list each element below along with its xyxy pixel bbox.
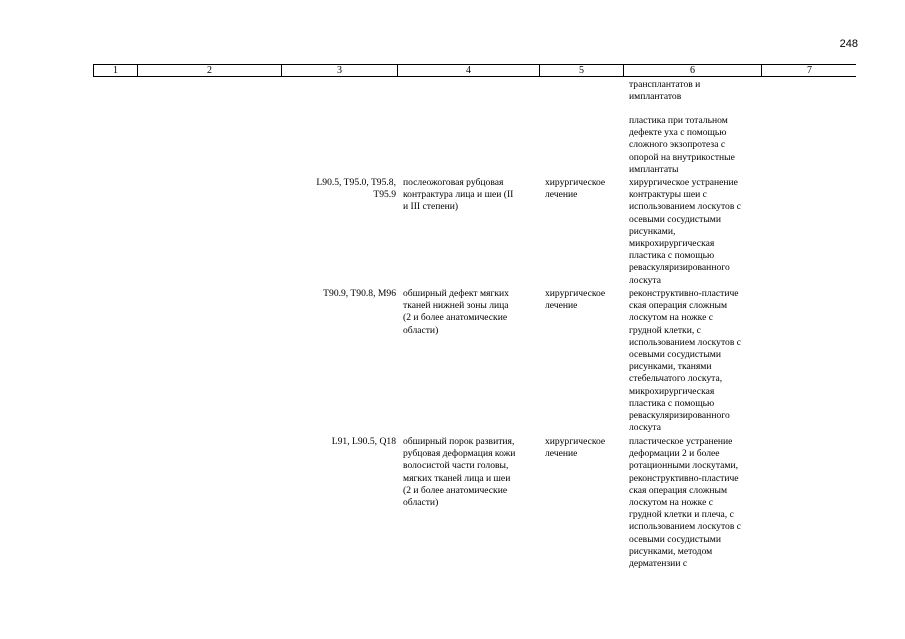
- row-3-codes: L91, L90.5, Q18: [331, 436, 396, 447]
- row-1-method: хирургическое устранение контрактуры шеи с использованием лоскутов с осевыми сосудистыми рисунками, микрохирургическая пластика с помощью реваскуляризированного лоскута: [629, 177, 742, 286]
- row-2-treatment: хирургическое лечение: [545, 288, 606, 312]
- method-plastic-text: пластика при тотальном дефекте уха с помощью сложного экзопротеза с опорой на внутрикостные имплантаты: [629, 115, 735, 175]
- header-col-2: 2: [138, 65, 282, 76]
- row-1-treatment: хирургическое лечение: [545, 177, 606, 201]
- header-col-3: 3: [282, 65, 398, 76]
- row-2-condition: обширный дефект мягких тканей нижней зоны лица (2 и более анатомические области): [403, 288, 509, 336]
- header-col-7: 7: [807, 65, 812, 76]
- row-1-codes: L90.5, T95.0, T95.8, T95.9: [316, 177, 396, 201]
- method-continuation-text: трансплантатов и имплантатов: [629, 79, 701, 103]
- header-col-4: 4: [398, 65, 540, 76]
- row-3-method: пластическое устранение деформации 2 и более ротационными лоскутами, реконструктивно-пластиче ская операция сложным лоскутом на ножке с грудной клетки и плеча, с использованием лоскутов с осевыми сосудистыми рисунками, методом дерматензии с: [629, 436, 742, 570]
- header-col-5: 5: [540, 65, 624, 76]
- header-col-6: 6: [624, 65, 762, 76]
- row-2-codes: T90.9, T90.8, M96: [323, 288, 396, 299]
- table-header-row: [93, 64, 856, 77]
- page-number: 248: [839, 38, 858, 50]
- row-1-condition: послеожоговая рубцовая контрактура лица и шеи (II и III степени): [403, 177, 514, 213]
- row-3-condition: обширный порок развития, рубцовая деформация кожи волосистой части головы, мягких тканей лица и шеи (2 и более анатомические области): [403, 436, 516, 509]
- row-2-method: реконструктивно-пластиче ская операция сложным лоскутом на ножке с грудной клетки, с использованием лоскутов с осевыми сосудистыми рисунками, тканями стебельчатого лоскута, микрохирургическая пластика с помощью реваскуляризированного лоскута: [629, 288, 742, 434]
- row-3-treatment: хирургическое лечение: [545, 436, 606, 460]
- header-col-1: 1: [94, 65, 138, 76]
